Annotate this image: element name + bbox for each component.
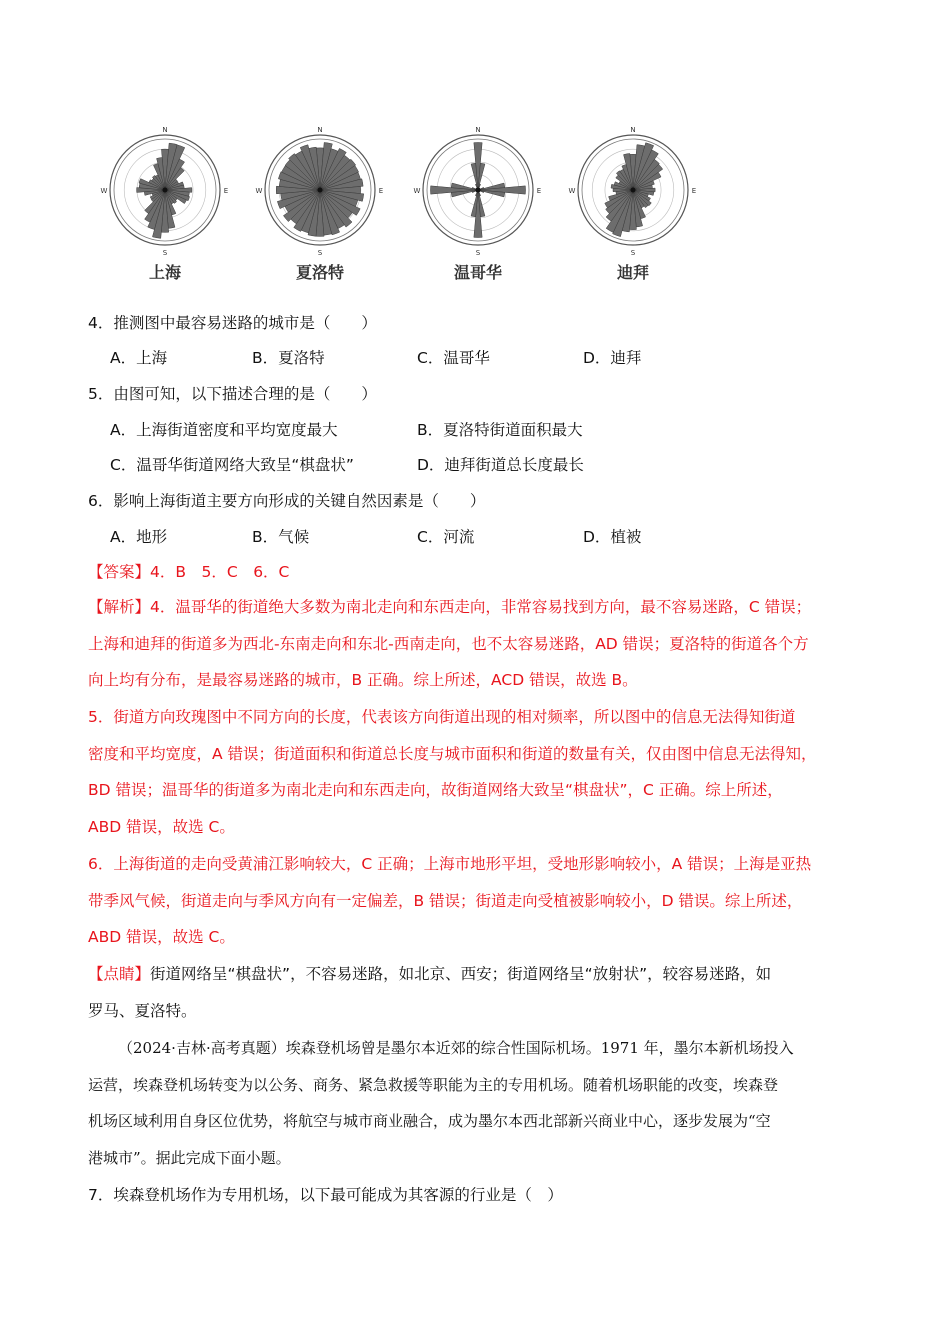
passage-line: （2024·吉林·高考真题）埃森登机场曾是墨尔本近郊的综合性国际机场。1971 年，墨尔本新机场投入 (118, 1039, 794, 1057)
tip-line (88, 956, 878, 993)
svg-text:W: W (255, 187, 263, 195)
rose-label-dubai: 迪拜 (616, 263, 649, 282)
analysis-q5 (88, 699, 878, 846)
rose-vancouver-diagram (408, 120, 548, 260)
analysis-line: 向上均有分布，是最容易迷路的城市，B 正确。综上所述，ACD 错误，故选 B。 (88, 671, 638, 690)
q5-option-b[interactable]: B．夏洛特街道面积最大 (417, 421, 583, 439)
rose-charlotte (250, 120, 390, 290)
analysis-line: ABD 错误，故选 C。 (88, 928, 235, 947)
analysis-q4 (88, 589, 878, 699)
answer-line (88, 562, 289, 582)
rose-shanghai-diagram (95, 120, 235, 260)
q4-option-a[interactable]: A．上海 (110, 349, 168, 367)
q6-stem: 6．影响上海街道主要方向形成的关键自然因素是（ ） (88, 492, 486, 510)
street-rose-figure (95, 120, 705, 290)
svg-text:S: S (317, 249, 323, 257)
rose-label-vancouver: 温哥华 (453, 263, 502, 282)
analysis-line: 上海和迪拜的街道多为西北-东南走向和东北-西南走向，也不太容易迷路，AD 错误；夏洛特的街道各个方 (88, 634, 809, 653)
q5-stem: 5．由图可知，以下描述合理的是（ ） (88, 385, 377, 403)
svg-text:E: E (378, 187, 384, 195)
rose-label-shanghai: 上海 (148, 263, 181, 282)
tip-line: 罗马、夏洛特。 (88, 1001, 197, 1020)
svg-text:N: N (630, 126, 636, 134)
passage-line: 机场区域利用自身区位优势，将航空与城市商业融合，成为墨尔本西北部新兴商业中心，逐步发展为“空 (88, 1112, 771, 1131)
svg-text:E: E (536, 187, 542, 195)
tip-block (88, 956, 878, 1029)
rose-vancouver (408, 120, 548, 290)
q6-option-d[interactable]: D．植被 (583, 528, 642, 546)
q6-option-b[interactable]: B．气候 (252, 528, 310, 546)
q5-option-d[interactable]: D．迪拜街道总长度最长 (417, 456, 584, 474)
answer-tag: 【答案】 (88, 563, 151, 581)
q4-option-c[interactable]: C．温哥华 (417, 349, 490, 367)
analysis-tag: 【解析】 (88, 598, 151, 616)
q4-option-b[interactable]: B．夏洛特 (252, 349, 325, 367)
analysis-line: 5．街道方向玫瑰图中不同方向的长度，代表该方向街道出现的相对频率，所以图中的信息无法得知街道 (88, 708, 796, 726)
analysis-line: 6．上海街道的走向受黄浦江影响较大，C 正确；上海市地形平坦，受地形影响较小，A 错误；上海是亚热 (88, 855, 812, 873)
analysis-q6 (88, 846, 878, 956)
answer-text: 4．B 5．C 6．C (150, 563, 290, 581)
analysis-line: BD 错误；温哥华的街道多为南北走向和东西走向，故街道网络大致呈“棋盘状”，C 正确。综上所述， (88, 781, 783, 800)
rose-charlotte-diagram (250, 120, 390, 260)
svg-text:S: S (162, 249, 168, 257)
svg-text:W: W (413, 187, 421, 195)
rose-dubai-diagram (563, 120, 703, 260)
analysis-line: ABD 错误，故选 C。 (88, 818, 235, 837)
svg-text:N: N (475, 126, 481, 134)
analysis-line: 带季风气候，街道走向与季风方向有一定偏差，B 错误；街道走向受植被影响较小，D 错误。综上所述， (88, 891, 803, 910)
q5-option-a[interactable]: A．上海街道密度和平均宽度最大 (110, 421, 338, 439)
passage-line: 运营，埃森登机场转变为以公务、商务、紧急救援等职能为主的专用机场。随着机场职能的改变，埃森登 (88, 1075, 779, 1094)
tip-tag: 【点睛】 (88, 965, 151, 983)
q4-option-d[interactable]: D．迪拜 (583, 349, 642, 367)
q6-option-a[interactable]: A．地形 (110, 528, 168, 546)
svg-text:N: N (162, 126, 168, 134)
svg-text:E: E (223, 187, 229, 195)
svg-text:S: S (630, 249, 636, 257)
q5-option-c[interactable]: C．温哥华街道网络大致呈“棋盘状” (110, 456, 354, 474)
q7-stem: 7．埃森登机场作为专用机场，以下最可能成为其客源的行业是（ ） (88, 1186, 563, 1204)
rose-dubai (563, 120, 703, 290)
rose-shanghai (95, 120, 235, 290)
analysis-line (88, 589, 878, 626)
q4-stem: 4．推测图中最容易迷路的城市是（ ） (88, 314, 377, 332)
svg-text:W: W (568, 187, 576, 195)
analysis-line: 密度和平均宽度，A 错误；街道面积和街道总长度与城市面积和街道的数量有关，仅由图中信息无法得知， (88, 744, 817, 763)
svg-text:S: S (475, 249, 481, 257)
svg-text:N: N (317, 126, 323, 134)
svg-text:W: W (100, 187, 108, 195)
tip-text: 街道网络呈“棋盘状”，不容易迷路，如北京、西安；街道网络呈“放射状”，较容易迷路，如 (150, 965, 772, 983)
analysis-text: 4．温哥华的街道绝大多数为南北走向和东西走向，非常容易找到方向，最不容易迷路，C 错误； (150, 598, 812, 616)
passage-line: 港城市”。据此完成下面小题。 (88, 1149, 291, 1168)
passage-block (88, 1030, 878, 1177)
svg-text:E: E (691, 187, 697, 195)
q6-option-c[interactable]: C．河流 (417, 528, 475, 546)
rose-label-charlotte: 夏洛特 (295, 263, 344, 282)
